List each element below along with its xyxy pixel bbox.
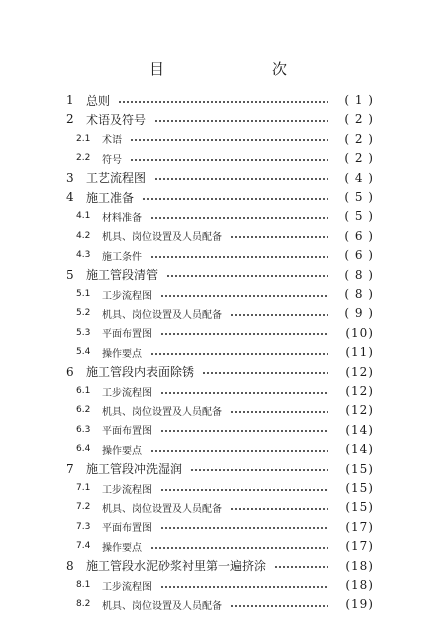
- toc-page-number: (17): [345, 519, 374, 534]
- toc-chapter-entry[interactable]: [0, 90, 436, 110]
- toc-entry-number: 7.4: [76, 541, 91, 552]
- toc-section-entry[interactable]: [0, 245, 436, 265]
- toc-section-entry[interactable]: [0, 129, 436, 149]
- toc-page-number: (18): [345, 558, 374, 573]
- dot-leader: [130, 159, 328, 161]
- toc-entry-number: 5.3: [76, 327, 91, 338]
- dot-leader: [190, 469, 328, 471]
- toc-entry-title: 工步流程图: [102, 581, 152, 593]
- toc-entry-title: 平面布置图: [102, 426, 152, 438]
- toc-page-number: ( 8 ): [344, 267, 374, 282]
- toc-entry-number: 5.4: [76, 347, 91, 358]
- dot-leader: [274, 566, 328, 568]
- toc-page-number: ( 5 ): [344, 209, 374, 224]
- toc-entry-title: 总则: [86, 93, 111, 108]
- dot-leader: [154, 178, 328, 180]
- toc-section-entry[interactable]: [0, 478, 436, 498]
- dot-leader: [150, 450, 328, 452]
- toc-section-entry[interactable]: [0, 420, 436, 440]
- toc-entry-title: 材料准备: [102, 212, 142, 224]
- toc-entry-number: 5: [66, 267, 74, 282]
- dot-leader: [230, 236, 328, 238]
- toc-chapter-entry[interactable]: [0, 362, 436, 382]
- toc-section-entry[interactable]: [0, 381, 436, 401]
- toc-chapter-entry[interactable]: [0, 556, 436, 576]
- toc-section-entry[interactable]: [0, 323, 436, 343]
- toc-page-number: (10): [345, 325, 374, 340]
- toc-page-number: (12): [345, 403, 374, 418]
- dot-leader: [202, 372, 328, 374]
- toc-entry-number: 5.2: [76, 308, 91, 319]
- toc-section-entry[interactable]: [0, 284, 436, 304]
- toc-entry-title: 术语: [102, 135, 122, 147]
- toc-section-entry[interactable]: [0, 517, 436, 537]
- toc-entry-number: 6.3: [76, 424, 91, 435]
- toc-entry-title: 施工管段冲洗湿润: [86, 462, 183, 477]
- toc-entry-title: 术语及符号: [86, 112, 147, 127]
- toc-page-number: ( 2 ): [344, 131, 374, 146]
- dot-leader: [130, 139, 328, 141]
- dot-leader: [166, 275, 328, 277]
- toc-entry-number: 7: [66, 461, 74, 476]
- toc-chapter-entry[interactable]: [0, 265, 436, 285]
- toc-chapter-entry[interactable]: [0, 459, 436, 479]
- toc-entry-number: 7.2: [76, 502, 91, 513]
- toc-entry-title: 工步流程图: [102, 484, 152, 496]
- toc-page-number: ( 6 ): [344, 228, 374, 243]
- toc-entry-title: 施工条件: [102, 251, 142, 263]
- page-title: 目 次: [148, 60, 313, 78]
- toc-entry-number: 4.1: [76, 211, 91, 222]
- toc-entry-title: 施工管段水泥砂浆衬里第一遍挤涂: [86, 559, 267, 574]
- toc-entry-number: 5.1: [76, 289, 91, 299]
- toc-chapter-entry[interactable]: [0, 187, 436, 207]
- dot-leader: [160, 489, 328, 491]
- toc-entry-title: 机具、岗位设置及人员配备: [102, 232, 222, 244]
- toc-page-number: (15): [345, 461, 374, 476]
- toc-entry-number: 2: [66, 112, 74, 127]
- toc-section-entry[interactable]: [0, 575, 436, 595]
- dot-leader: [118, 101, 328, 103]
- toc-entry-title: 平面布置图: [102, 523, 152, 535]
- toc-entry-title: 操作要点: [102, 445, 142, 457]
- toc-entry-number: 2.1: [76, 133, 91, 144]
- toc-page-number: (15): [345, 500, 374, 515]
- toc-entry-number: 6.1: [76, 386, 91, 396]
- toc-chapter-entry[interactable]: [0, 109, 436, 129]
- toc-section-entry[interactable]: [0, 439, 436, 459]
- toc-section-entry[interactable]: [0, 342, 436, 362]
- toc-entry-number: 2.2: [76, 153, 91, 164]
- toc-page-number: ( 5 ): [344, 190, 374, 204]
- toc-entry-title: 机具、岗位设置及人员配备: [102, 309, 222, 321]
- toc-page-number: ( 1 ): [344, 93, 374, 107]
- toc-entry-number: 3: [66, 170, 74, 185]
- toc-section-entry[interactable]: [0, 226, 436, 246]
- dot-leader: [160, 527, 328, 529]
- dot-leader: [230, 605, 328, 607]
- dot-leader: [230, 314, 328, 316]
- toc-entry-number: 4.2: [76, 230, 91, 241]
- toc-section-entry[interactable]: [0, 497, 436, 517]
- toc-entry-title: 施工管段内表面除锈: [86, 365, 195, 380]
- toc-entry-number: 1: [66, 93, 74, 107]
- toc-page-number: (14): [345, 442, 374, 457]
- toc-section-entry[interactable]: [0, 536, 436, 556]
- toc-entry-title: 施工管段清管: [86, 268, 159, 283]
- toc-entry-title: 机具、岗位设置及人员配备: [102, 600, 222, 612]
- dot-leader: [160, 392, 328, 394]
- dot-leader: [160, 295, 328, 297]
- toc-section-entry[interactable]: [0, 400, 436, 420]
- toc-section-entry[interactable]: [0, 206, 436, 226]
- toc-entry-title: 平面布置图: [102, 329, 152, 341]
- toc-entry-title: 符号: [102, 154, 122, 166]
- toc-entry-title: 施工准备: [86, 190, 135, 205]
- toc-entry-title: 机具、岗位设置及人员配备: [102, 503, 222, 515]
- toc-entry-number: 7.3: [76, 521, 91, 532]
- toc-page-number: (15): [345, 481, 374, 495]
- dot-leader: [142, 198, 328, 200]
- toc-page-number: ( 2 ): [344, 151, 374, 166]
- dot-leader: [230, 411, 328, 413]
- toc-entry-number: 4.3: [76, 250, 91, 261]
- toc-page-number: ( 4 ): [344, 170, 374, 185]
- dot-leader: [150, 353, 328, 355]
- toc-chapter-entry[interactable]: [0, 168, 436, 188]
- dot-leader: [160, 586, 328, 588]
- toc-page-number: (19): [345, 597, 374, 612]
- toc-page-number: ( 6 ): [344, 248, 374, 263]
- toc-entry-number: 8.1: [76, 580, 91, 590]
- toc-page-number: (12): [345, 364, 374, 379]
- dot-leader: [154, 120, 328, 122]
- toc-entry-title: 操作要点: [102, 542, 142, 554]
- dot-leader: [160, 333, 328, 335]
- toc-page-number: ( 9 ): [344, 306, 374, 321]
- toc-entry-number: 7.1: [76, 483, 91, 493]
- dot-leader: [150, 256, 328, 258]
- toc-entry-title: 操作要点: [102, 348, 142, 360]
- toc-entry-title: 工步流程图: [102, 387, 152, 399]
- toc-entry-number: 8: [66, 558, 74, 573]
- toc-entry-number: 8.2: [76, 599, 91, 610]
- toc-entry-number: 6.4: [76, 444, 91, 455]
- toc-section-entry[interactable]: [0, 303, 436, 323]
- toc-entry-title: 机具、岗位设置及人员配备: [102, 406, 222, 418]
- toc-entry-number: 6: [66, 364, 74, 379]
- dot-leader: [150, 217, 328, 219]
- dot-leader: [230, 508, 328, 510]
- toc-page-number: (14): [345, 422, 374, 437]
- dot-leader: [150, 547, 328, 549]
- toc-page-number: (17): [345, 539, 374, 554]
- toc-section-entry[interactable]: [0, 148, 436, 168]
- toc-page-number: ( 8 ): [344, 287, 374, 301]
- toc-page-number: (12): [345, 384, 374, 398]
- toc-page-number: (11): [345, 345, 374, 360]
- toc-entry-title: 工艺流程图: [86, 171, 147, 186]
- toc-entry-number: 4: [66, 190, 74, 204]
- toc-entry-number: 6.2: [76, 405, 91, 416]
- dot-leader: [160, 430, 328, 432]
- toc-entry-title: 工步流程图: [102, 290, 152, 302]
- toc-page-number: (18): [345, 578, 374, 592]
- toc-page-number: ( 2 ): [344, 112, 374, 127]
- toc-section-entry[interactable]: [0, 594, 436, 614]
